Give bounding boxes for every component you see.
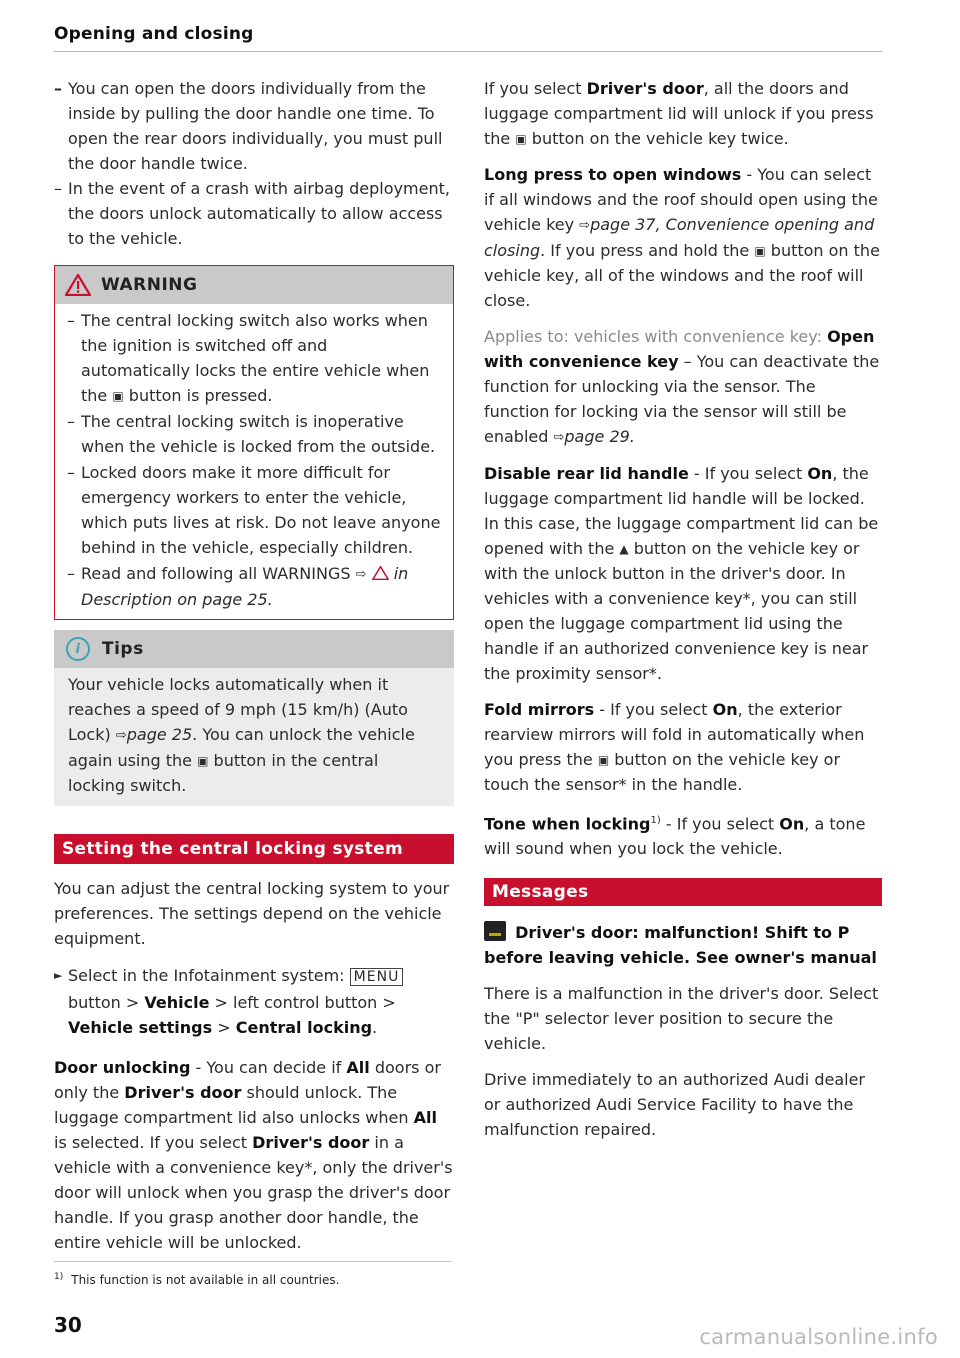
footnote: $^{1)}$ This function is not available in all countries. bbox=[54, 1272, 340, 1287]
tips-body bbox=[54, 668, 454, 806]
fold-mirrors-paragraph: Fold mirrors - If you select On, the exterior rearview mirrors will fold in automatically when you press the ▣ button on the vehicle key or touch the sensor* in the handle. bbox=[484, 700, 865, 794]
door-unlocking-paragraph: Door unlocking - You can decide if All doors or only the Driver's door should unlock. The luggage compartment lid also unlocks when All is selected. If you select Driver's door in a vehicle with a convenience key*, only the driver's door will unlock when you grasp the driver's door handle. If you grasp another door handle, the entire vehicle will be unlocked. bbox=[54, 1058, 453, 1252]
message-heading: Driver's door: malfunction! Shift to P before leaving vehicle. See owner's manual bbox=[484, 923, 877, 968]
car-door-warning-icon bbox=[484, 921, 506, 941]
trunk-key-icon: ▲ bbox=[619, 542, 629, 556]
long-press-paragraph: Long press to open windows - You can select if all windows and the roof should open using the vehicle key ⇨page 37, Convenience opening and closing. If you press and hold the ▣ button on the vehicle key, all of the windows and the roof will close. bbox=[484, 165, 880, 310]
warning-triangle-icon bbox=[65, 274, 91, 296]
unlock-key-icon: ▣ bbox=[515, 132, 527, 146]
bullet-crash-unlock: – In the event of a crash with airbag deployment, the doors unlock automatically to allow access to the vehicle. bbox=[54, 176, 454, 251]
section-title-bar bbox=[54, 834, 454, 864]
messages-title-bar bbox=[484, 878, 882, 906]
bullet-open-doors: – You can open the doors individually from the inside by pulling the door handle one time. To open the rear doors individually, you must pull the door handle twice. bbox=[54, 76, 454, 176]
lock-key-icon: ▣ bbox=[112, 389, 124, 403]
tips-text: Your vehicle locks automatically when it reaches a speed of 9 mph (15 km/h) (Auto Lock) ⇨page 25. You can unlock the vehicle again using the ▣ button in the central locking switch. bbox=[68, 675, 415, 795]
unlock-key-icon: ▣ bbox=[197, 754, 209, 768]
menu-key: MENU bbox=[350, 968, 404, 986]
drivers-door-paragraph: If you select Driver's door, all the doors and luggage compartment lid will unlock if you press the ▣ button on the vehicle key twice. bbox=[484, 79, 874, 148]
section-title: Setting the central locking system bbox=[62, 839, 403, 859]
warning-box bbox=[54, 265, 454, 620]
warning-header bbox=[55, 266, 453, 304]
message-paragraph: Drive immediately to an authorized Audi dealer or authorized Audi Service Facility to have the malfunction repaired. bbox=[484, 1070, 866, 1140]
lock-key-icon: ▣ bbox=[754, 244, 766, 258]
page-number: 30 bbox=[54, 1313, 82, 1337]
instruction-step: ► Select in the Infotainment system: MENU button > Vehicle > left control button > Vehicle settings > Central locking. bbox=[54, 963, 454, 1040]
watermark: carmanualsonline.info bbox=[699, 1325, 938, 1349]
header-divider bbox=[54, 51, 882, 52]
warning-triangle-icon bbox=[372, 566, 389, 580]
warning-item: – The central locking switch also works when the ignition is switched off and automatically locks the entire vehicle when the ▣ button is pressed. bbox=[67, 308, 441, 408]
tips-page-link[interactable]: page 25 bbox=[126, 725, 193, 744]
messages-title: Messages bbox=[492, 882, 589, 903]
warning-body bbox=[55, 304, 453, 619]
section-intro: You can adjust the central locking system to your preferences. The settings depend on the vehicle equipment. bbox=[54, 879, 450, 948]
lock-key-icon: ▣ bbox=[597, 753, 610, 767]
tone-paragraph: Tone when locking$^{1)}$ - If you select On, a tone will sound when you lock the vehicle. bbox=[484, 814, 866, 859]
warning-item: – Read and following all WARNINGS ⇨ in Description on page 25. bbox=[67, 561, 441, 612]
info-icon: i bbox=[66, 637, 90, 661]
tips-title: Tips bbox=[102, 639, 144, 659]
warning-title: WARNING bbox=[101, 275, 198, 295]
disable-rear-lid-paragraph: Disable rear lid handle - If you select On, the luggage compartment lid handle will be locked. In this case, the luggage compartment lid can be opened with the ▲ button on the vehicle key or with the unlock button in the driver's door. In vehicles with a convenience key*, you can still open the luggage compartment lid using the handle if an authorized convenience key is near the proximity sensor*. bbox=[484, 464, 879, 683]
footnote-divider bbox=[54, 1261, 452, 1262]
page-29-link[interactable]: page 29. bbox=[564, 427, 635, 446]
warning-crossref-link[interactable]: in Description on page 25. bbox=[81, 564, 409, 609]
right-column bbox=[484, 76, 882, 1142]
arrow-right-icon: ⇨ bbox=[115, 728, 127, 743]
arrow-right-icon: ⇨ bbox=[579, 218, 591, 233]
warning-item: – Locked doors make it more difficult for emergency workers to enter the vehicle, which puts lives at risk. Do not leave anyone behind in the vehicle, especially children. bbox=[67, 460, 441, 560]
arrow-right-icon: ⇨ bbox=[355, 567, 367, 582]
open-convenience-paragraph: Applies to: vehicles with convenience key: Open with convenience key – You can deactivate the function for unlocking via the sensor. The function for locking via the sensor will still be enabled ⇨page 29. bbox=[484, 327, 880, 446]
page-header-title: Opening and closing bbox=[54, 24, 254, 44]
message-paragraph: There is a malfunction in the driver's door. Select the "P" selector lever position to secure the vehicle. bbox=[484, 984, 879, 1054]
arrow-right-icon: ⇨ bbox=[553, 430, 565, 445]
tips-box bbox=[54, 630, 454, 806]
convenience-opening-link[interactable]: page 37, Convenience opening and closing bbox=[484, 215, 875, 260]
tips-header bbox=[54, 630, 454, 668]
left-column bbox=[54, 76, 454, 1255]
warning-item: – The central locking switch is inoperative when the vehicle is locked from the outside. bbox=[67, 409, 441, 459]
step-arrow-icon: ► bbox=[54, 969, 63, 982]
